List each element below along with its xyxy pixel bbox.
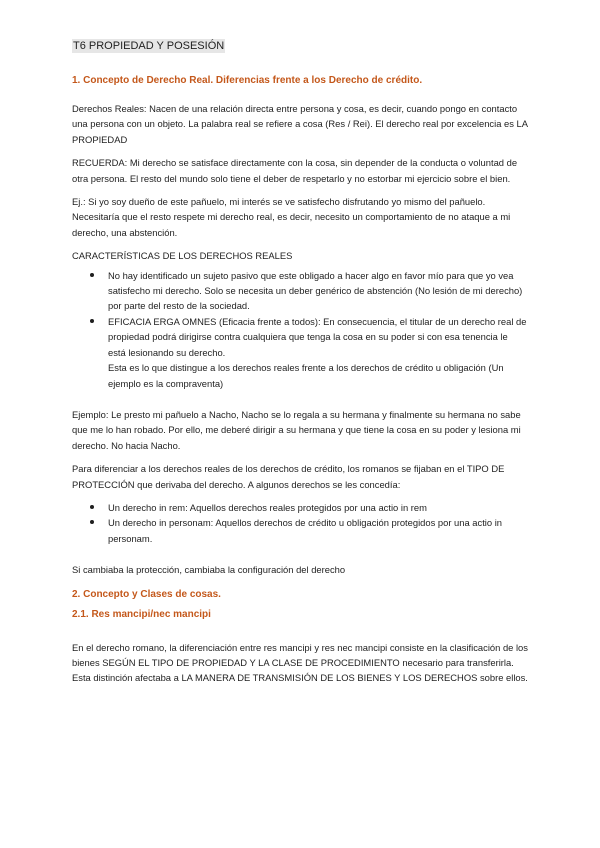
list-item-note: Esta es lo que distingue a los derechos reales frente a los derechos de crédito u obligación (Un ejemplo es la compraventa) <box>108 362 504 389</box>
section-1-heading: 1. Concepto de Derecho Real. Diferencias frente a los Derecho de crédito. <box>72 75 423 86</box>
acciones-list <box>72 500 528 546</box>
paragraph-recuerda: RECUERDA: Mi derecho se satisface directamente con la cosa, sin depender de la conducta o voluntad de otra persona. El resto del mundo solo tiene el deber de respetarlo y no estorbar mi ejercicio sobre el bien. <box>72 157 518 184</box>
bullet-icon <box>90 319 94 323</box>
list-item-text: Un derecho in personam: Aquellos derechos de crédito u obligación protegidos por una actio in personam. <box>108 517 503 544</box>
paragraph-res-mancipi: En el derecho romano, la diferenciación entre res mancipi y res nec mancipi consiste en la clasificación de los bienes SEGÚN EL TIPO DE PROPIEDAD Y LA CLASE DE PROCEDIMIENTO necesario para transferirla. Esta distinción afectaba a LA MANERA DE TRANSMISIÓN DE LOS BIENES Y LOS DERECHOS sobre ellos. <box>72 641 528 684</box>
document-title: T6 PROPIEDAD Y POSESIÓN <box>73 40 225 52</box>
document-page <box>72 36 528 694</box>
paragraph-ejemplo-panuelo: Ej.: Si yo soy dueño de este pañuelo, mi interés se ve satisfecho disfrutando yo mismo del pañuelo. Necesitaría que el resto respete mi derecho real, es decir, necesito un comportamiento de no ataque a mi derecho, una abstención. <box>72 196 511 238</box>
section-2-1-heading: 2.1. Res mancipi/nec mancipi <box>72 608 211 620</box>
paragraph-diferenciar: Para diferenciar a los derechos reales de los derechos de crédito, los romanos se fijaban en el TIPO DE PROTECCIÓN que derivaba del derecho. A algunos derechos se les concedía: <box>72 463 505 490</box>
caracteristicas-heading: CARACTERÍSTICAS DE LOS DERECHOS REALES <box>72 250 293 262</box>
caracteristicas-list <box>72 268 528 391</box>
list-item-text: Un derecho in rem: Aquellos derechos reales protegidos por una actio in rem <box>108 501 427 513</box>
section-2-heading: 2. Concepto y Clases de cosas. <box>72 588 221 600</box>
paragraph-proteccion: Si cambiaba la protección, cambiaba la configuración del derecho <box>72 564 346 576</box>
list-item <box>72 500 528 515</box>
list-item-text: No hay identificado un sujeto pasivo que este obligado a hacer algo en favor mío para que yo vea satisfecho mi derecho. Solo se necesita un deber genérico de abstención (No lesión de mi derecho) por parte del resto de la sociedad. <box>108 269 523 312</box>
list-item <box>72 515 528 546</box>
paragraph-derechos-reales: Derechos Reales: Nacen de una relación directa entre persona y cosa, es decir, cuando pongo en contacto una persona con un objeto. La palabra real se refiere a cosa (Res / Rei). El derecho real por excelencia es LA PROPIEDAD <box>72 103 528 145</box>
list-item-text: EFICACIA ERGA OMNES (Eficacia frente a todos): En consecuencia, el titular de un derecho real de propiedad podrá dirigirse contra cualquiera que tenga la cosa en su poder si con esa tenencia le está lesionando su derecho. <box>108 315 527 358</box>
bullet-icon <box>90 273 94 277</box>
paragraph-ejemplo-nacho: Ejemplo: Le presto mi pañuelo a Nacho, Nacho se lo regala a su hermana y finalmente su hermana no sabe que me lo han robado. Por ello, me deberé dirigir a su hermana y que tiene la cosa en su poder y lesiona mi derecho. No hacia Nacho. <box>72 408 521 451</box>
list-item <box>72 314 528 391</box>
bullet-icon <box>90 520 94 524</box>
list-item <box>72 268 528 314</box>
bullet-icon <box>90 505 94 509</box>
